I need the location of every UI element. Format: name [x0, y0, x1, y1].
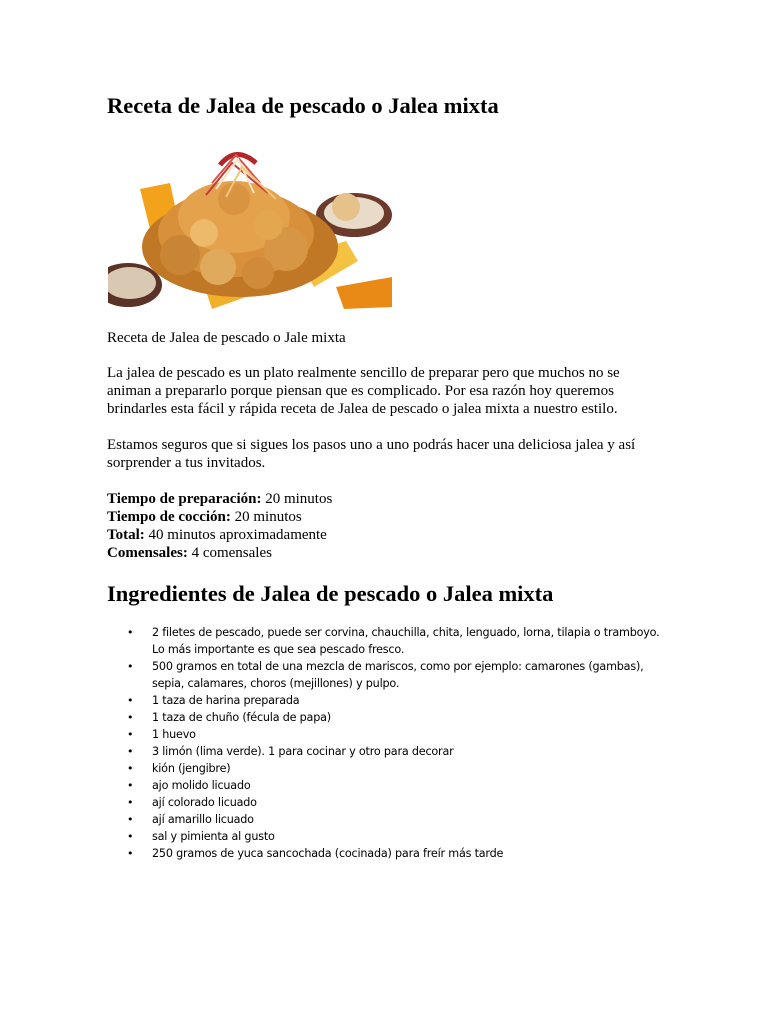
ingredient-item: [107, 624, 667, 658]
meta-value: 20 minutos: [230, 509, 302, 525]
bullet-icon: •: [127, 847, 134, 860]
meta-cook-time: [107, 508, 332, 526]
bullet-icon: •: [127, 694, 134, 707]
meta-label: Comensales:: [107, 545, 188, 561]
ingredient-item: [107, 709, 667, 726]
meta-label: Tiempo de preparación:: [107, 491, 262, 507]
ingredient-text: 500 gramos en total de una mezcla de mariscos, como por ejemplo: camarones (gambas), sepia, calamares, choros (mejillones) y pulpo.: [152, 660, 644, 690]
ingredient-item: [107, 743, 667, 760]
ingredient-item: [107, 692, 667, 709]
ingredient-item: [107, 794, 667, 811]
ingredient-text: 1 huevo: [152, 728, 196, 741]
intro-paragraph: La jalea de pescado es un plato realmente sencillo de preparar pero que muchos no se animan a prepararlo porque piensan que es complicado. Por esa razón hoy queremos brindarles esta fácil y rápida receta de Jalea de pescado o jalea mixta a nuestro estilo.: [107, 365, 620, 417]
ingredient-text: kión (jengibre): [152, 762, 231, 775]
bullet-icon: •: [127, 660, 134, 673]
dish-illustration: [108, 137, 392, 309]
bullet-icon: •: [127, 745, 134, 758]
bullet-icon: •: [127, 762, 134, 775]
bullet-icon: •: [127, 626, 134, 639]
second-paragraph: Estamos seguros que si sigues los pasos uno a uno podrás hacer una deliciosa jalea y así sorprender a tus invitados.: [107, 437, 636, 471]
meta-value: 20 minutos: [261, 491, 333, 507]
recipe-meta: [107, 490, 332, 562]
ingredient-item: [107, 777, 667, 794]
photo-caption: Receta de Jalea de pescado o Jale mixta: [107, 330, 346, 346]
meta-prep-time: [107, 490, 332, 508]
bullet-icon: •: [127, 728, 134, 741]
jalea-dish-photo: [108, 137, 392, 309]
ingredients-list: [107, 624, 667, 862]
meta-value: 4 comensales: [187, 545, 272, 561]
ingredient-item: [107, 726, 667, 743]
ingredient-text: 1 taza de chuño (fécula de papa): [152, 711, 331, 724]
ingredient-item: [107, 845, 667, 862]
ingredient-text: ají colorado licuado: [152, 796, 257, 809]
meta-value: 40 minutos aproximadamente: [144, 527, 327, 543]
ingredient-item: [107, 658, 667, 692]
ingredient-item: [107, 811, 667, 828]
ingredients-heading: Ingredientes de Jalea de pescado o Jalea mixta: [107, 581, 554, 606]
ingredient-text: ajo molido licuado: [152, 779, 251, 792]
bullet-icon: •: [127, 830, 134, 843]
meta-total: [107, 526, 332, 544]
bullet-icon: •: [127, 779, 134, 792]
ingredient-item: [107, 760, 667, 777]
ingredient-text: 250 gramos de yuca sancochada (cocinada) para freír más tarde: [152, 847, 504, 860]
bullet-icon: •: [127, 796, 134, 809]
meta-servings: [107, 544, 332, 562]
page-title: Receta de Jalea de pescado o Jalea mixta: [107, 93, 499, 118]
ingredient-item: [107, 828, 667, 845]
ingredient-text: ají amarillo licuado: [152, 813, 254, 826]
meta-label: Total:: [107, 527, 145, 543]
bullet-icon: •: [127, 813, 134, 826]
ingredient-text: sal y pimienta al gusto: [152, 830, 275, 843]
bullet-icon: •: [127, 711, 134, 724]
ingredient-text: 1 taza de harina preparada: [152, 694, 300, 707]
meta-label: Tiempo de cocción:: [107, 509, 231, 525]
ingredient-text: 2 filetes de pescado, puede ser corvina, chauchilla, chita, lenguado, lorna, tilapia o tramboyo. Lo más importante es que sea pescado fresco.: [152, 626, 660, 656]
ingredient-text: 3 limón (lima verde). 1 para cocinar y otro para decorar: [152, 745, 454, 758]
